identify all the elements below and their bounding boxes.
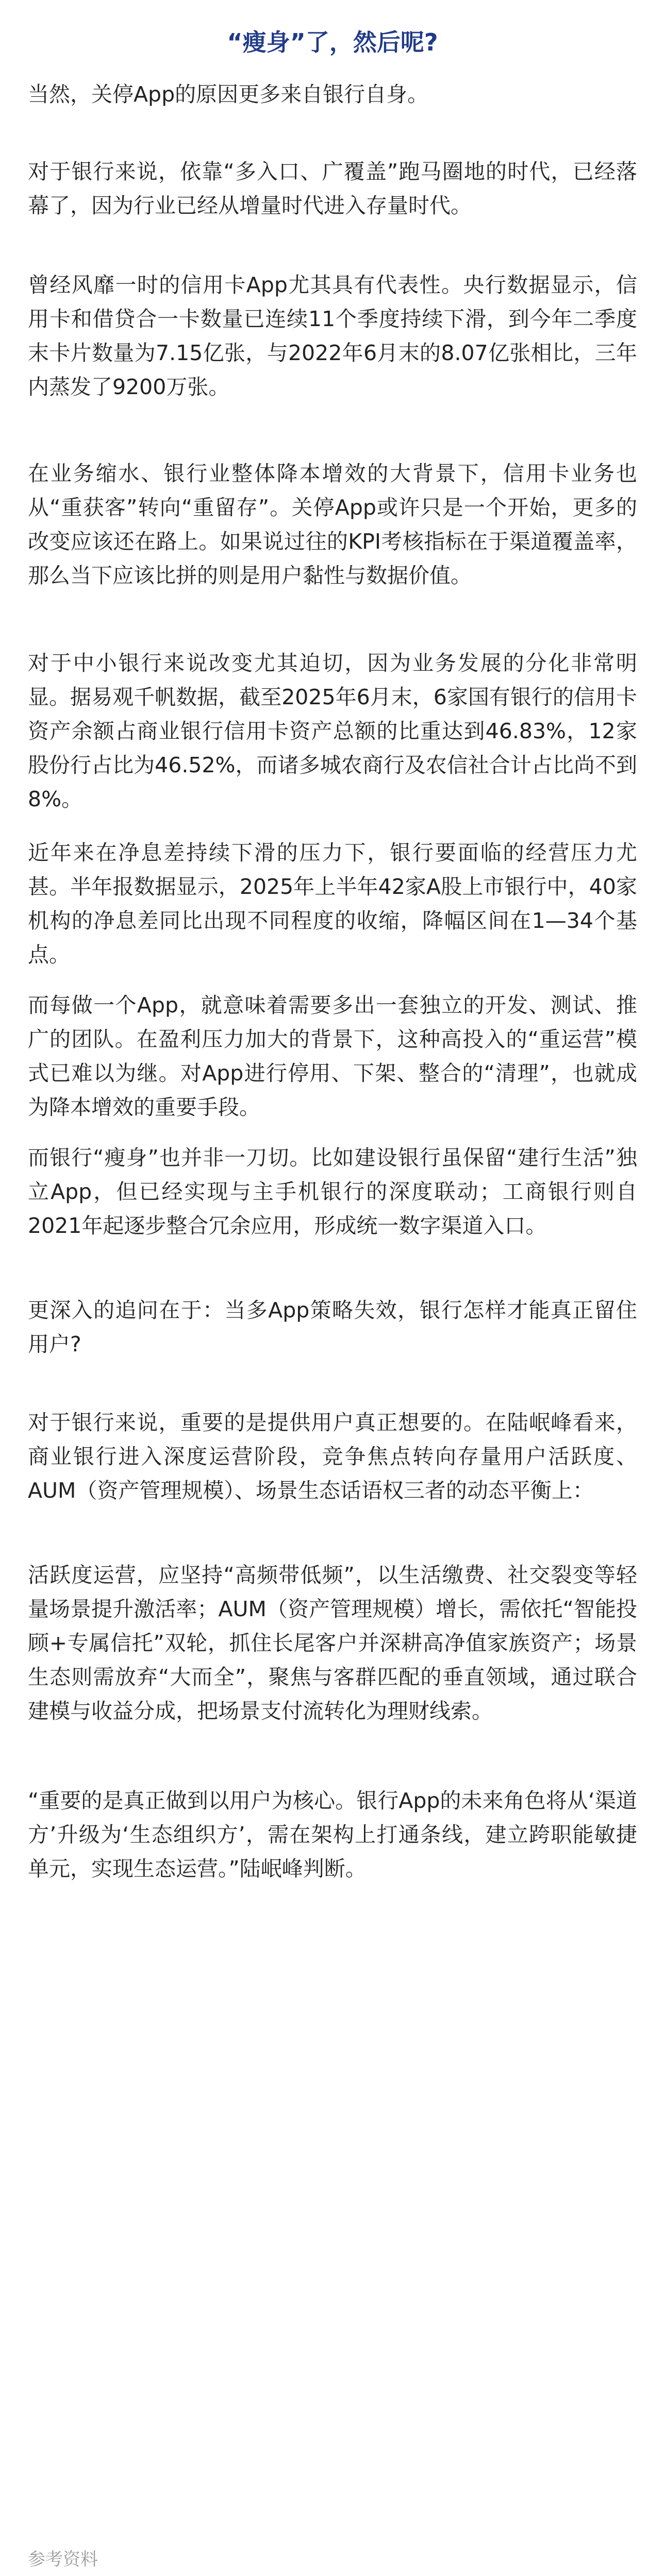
paragraph: 近年来在净息差持续下滑的压力下，银行要面临的经营压力尤甚。半年报数据显示，2025年上半年42家A股上市银行中，40家机构的净息差同比出现不同程度的收缩，降幅区间在1—34个基点。 (28, 840, 637, 967)
paragraph: 在业务缩水、银行业整体降本增效的大背景下，信用卡业务也从“重获客”转向“重留存”。关停App或许只是一个开始，更多的改变应该还在路上。如果说过往的KPI考核指标在于渠道覆盖率，那么当下应该比拼的则是用户黏性与数据价值。 (28, 461, 637, 588)
paragraph: 而每做一个App，就意味着需要多出一套独立的开发、测试、推广的团队。在盈利压力加大的背景下，这种高投入的“重运营”模式已难以为继。对App进行停用、下架、整合的“清理”，也就成为降本增效的重要手段。 (28, 993, 637, 1120)
paragraph: 对于银行来说，依靠“多入口、广覆盖”跑马圈地的时代，已经落幕了，因为行业已经从增量时代进入存量时代。 (28, 159, 637, 218)
paragraph: 对于银行来说，重要的是提供用户真正想要的。在陆岷峰看来，商业银行进入深度运营阶段，竞争焦点转向存量用户活跃度、AUM（资产管理规模）、场景生态话语权三者的动态平衡上： (28, 1410, 637, 1503)
paragraph: 而银行“瘦身”也并非一刀切。比如建设银行虽保留“建行生活”独立App，但已经实现与主手机银行的深度联动；工商银行则自2021年起逐步整合冗余应用，形成统一数字渠道入口。 (28, 1145, 637, 1238)
paragraph: 活跃度运营，应坚持“高频带低频”，以生活缴费、社交裂变等轻量场景提升激活率；AUM（资产管理规模）增长，需依托“智能投顾+专属信托”双轮，抓住长尾客户并深耕高净值家族资产；场景生态则需放弃“大而全”，聚焦与客群匹配的垂直领域，通过联合建模与收益分成，把场景支付流转化为理财线索。 (28, 1563, 637, 1723)
paragraph: 更深入的追问在于：当多App策略失效，银行怎样才能真正留住用户? (28, 1298, 637, 1357)
paragraph: 当然，关停App的原因更多来自银行自身。 (28, 82, 429, 107)
paragraph: 对于中小银行来说改变尤其迫切，因为业务发展的分化非常明显。据易观千帆数据，截至2025年6月末，6家国有银行的信用卡资产余额占商业银行信用卡资产总额的比重达到46.83%，12家股份行占比为46.52%，而诸多城农商行及农信社合计占比尚不到8%。 (28, 651, 637, 811)
section-title: “瘦身”了，然后呢? (227, 28, 438, 56)
paragraph: “重要的是真正做到以用户为核心。银行App的未来角色将从‘渠道方’升级为‘生态组织方’，需在架构上打通条线，建立跨职能敏捷单元，实现生态运营。”陆岷峰判断。 (28, 1788, 637, 1881)
references-heading: 参考资料 (28, 2549, 98, 2570)
paragraph: 曾经风靡一时的信用卡App尤其具有代表性。央行数据显示，信用卡和借贷合一卡数量已连续11个季度持续下滑，到今年二季度末卡片数量为7.15亿张，与2022年6月末的8.07亿张相比，三年内蒸发了9200万张。 (28, 273, 637, 399)
